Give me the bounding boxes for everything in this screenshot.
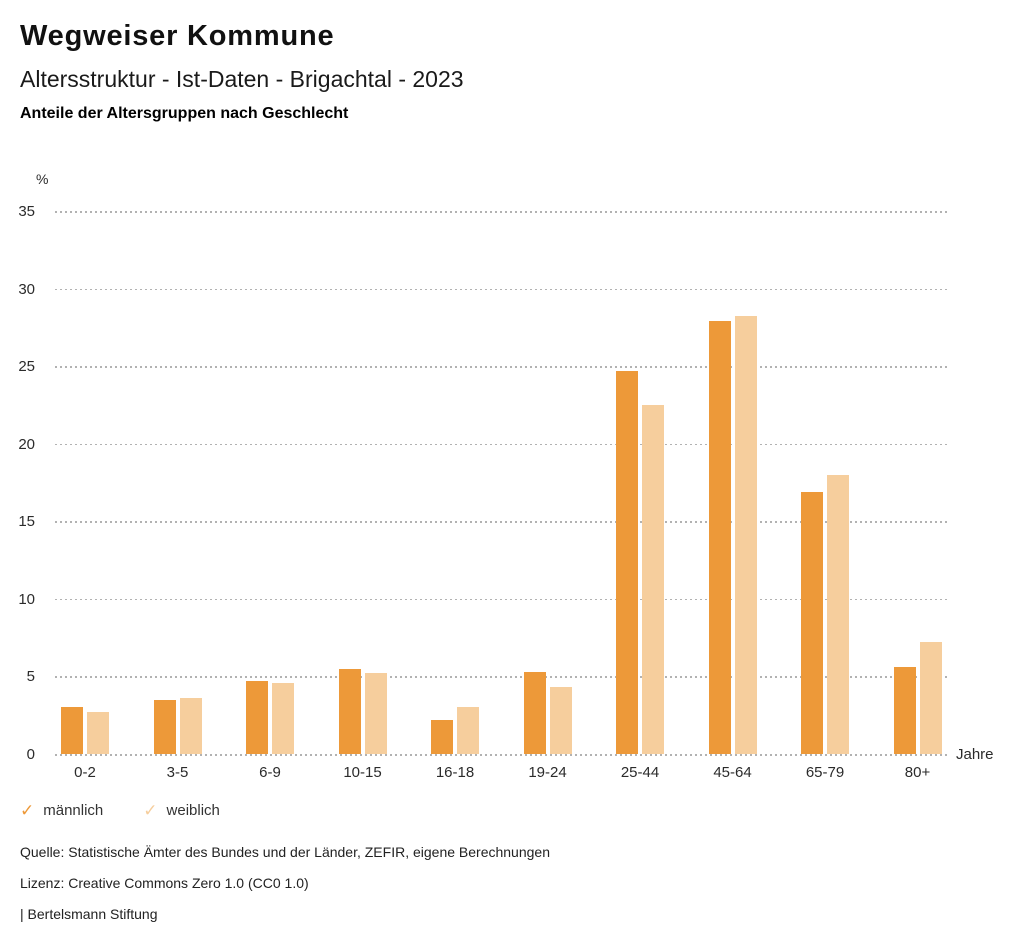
y-tick-25: 25 bbox=[18, 358, 35, 376]
gridline-0 bbox=[55, 754, 950, 756]
y-axis-unit-label: % bbox=[36, 171, 49, 187]
bar-weiblich-3-5[interactable] bbox=[180, 698, 202, 754]
y-tick-15: 15 bbox=[18, 513, 35, 531]
y-tick-20: 20 bbox=[18, 435, 35, 453]
source-note: Quelle: Statistische Ämter des Bundes und der Länder, ZEFIR, eigene Berechnungen bbox=[20, 844, 550, 860]
x-label-25-44: 25-44 bbox=[620, 764, 660, 781]
bar-männlich-25-44[interactable] bbox=[616, 371, 638, 754]
bar-männlich-0-2[interactable] bbox=[61, 707, 83, 754]
x-label-80+: 80+ bbox=[904, 764, 931, 781]
bar-weiblich-25-44[interactable] bbox=[642, 405, 664, 754]
bar-männlich-65-79[interactable] bbox=[801, 492, 823, 754]
bar-weiblich-6-9[interactable] bbox=[272, 683, 294, 754]
y-tick-35: 35 bbox=[18, 203, 35, 220]
gridline-35 bbox=[55, 211, 950, 213]
chart-legend bbox=[20, 802, 220, 819]
bar-weiblich-0-2[interactable] bbox=[87, 712, 109, 754]
license-note: Lizenz: Creative Commons Zero 1.0 (CC0 1.0) bbox=[20, 875, 309, 891]
legend-label-maennlich: männlich bbox=[43, 802, 104, 819]
x-label-3-5: 3-5 bbox=[166, 764, 189, 781]
bar-männlich-3-5[interactable] bbox=[154, 700, 176, 754]
gridline-20 bbox=[55, 444, 950, 446]
bar-weiblich-45-64[interactable] bbox=[735, 316, 757, 754]
check-icon: ✓ bbox=[20, 801, 35, 820]
y-tick-10: 10 bbox=[18, 590, 35, 608]
bar-weiblich-10-15[interactable] bbox=[365, 673, 387, 754]
x-label-65-79: 65-79 bbox=[805, 764, 845, 781]
bar-weiblich-19-24[interactable] bbox=[550, 687, 572, 754]
gridline-25 bbox=[55, 366, 950, 368]
legend-label-weiblich: weiblich bbox=[166, 802, 220, 819]
x-label-6-9: 6-9 bbox=[259, 764, 281, 781]
bar-männlich-80+[interactable] bbox=[894, 667, 916, 754]
page-title: Wegweiser Kommune bbox=[20, 20, 335, 52]
bar-männlich-45-64[interactable] bbox=[709, 321, 731, 754]
bar-männlich-16-18[interactable] bbox=[431, 720, 453, 754]
x-label-10-15: 10-15 bbox=[343, 764, 382, 781]
legend-item-maennlich[interactable] bbox=[20, 802, 103, 819]
x-label-16-18: 16-18 bbox=[435, 764, 475, 781]
bar-männlich-19-24[interactable] bbox=[524, 672, 546, 754]
check-icon: ✓ bbox=[143, 801, 158, 820]
bar-weiblich-80+[interactable] bbox=[920, 642, 942, 754]
x-label-45-64: 45-64 bbox=[713, 764, 752, 781]
bar-weiblich-65-79[interactable] bbox=[827, 475, 849, 754]
y-tick-0: 0 bbox=[26, 746, 35, 763]
x-label-0-2: 0-2 bbox=[74, 764, 96, 781]
bar-männlich-10-15[interactable] bbox=[339, 669, 361, 754]
x-axis-unit-label: Jahre bbox=[956, 746, 994, 763]
attribution-note: | Bertelsmann Stiftung bbox=[20, 906, 158, 922]
x-label-19-24: 19-24 bbox=[528, 764, 567, 781]
gridline-30 bbox=[55, 289, 950, 291]
y-tick-5: 5 bbox=[26, 668, 35, 686]
legend-item-weiblich[interactable] bbox=[143, 802, 220, 819]
bar-weiblich-16-18[interactable] bbox=[457, 707, 479, 754]
y-tick-30: 30 bbox=[18, 280, 35, 298]
chart-subtitle: Altersstruktur - Ist-Daten - Brigachtal - 2023 bbox=[20, 66, 464, 92]
bar-männlich-6-9[interactable] bbox=[246, 681, 268, 754]
chart-heading: Anteile der Altersgruppen nach Geschlecht bbox=[20, 105, 349, 122]
